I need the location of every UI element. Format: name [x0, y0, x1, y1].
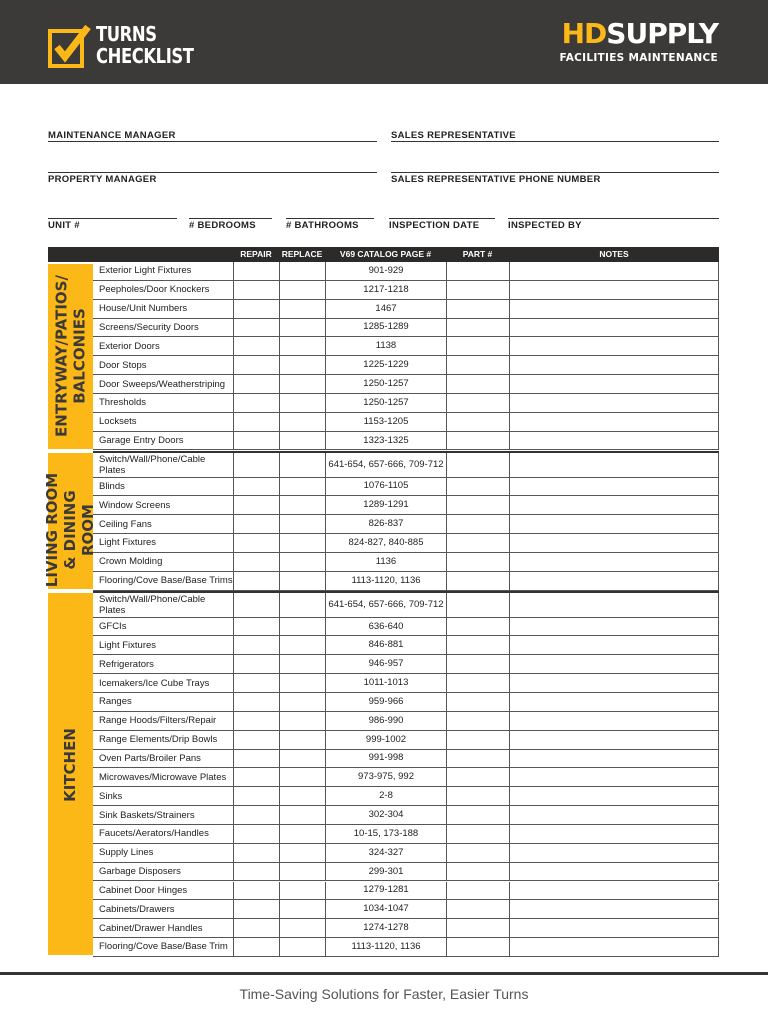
table-header	[48, 247, 719, 262]
notes-field[interactable]	[509, 478, 719, 496]
part-number-field[interactable]	[446, 938, 509, 956]
table-row	[93, 806, 719, 825]
notes-field[interactable]	[509, 262, 719, 280]
replace-checkbox[interactable]	[279, 938, 325, 956]
notes-field[interactable]	[509, 825, 719, 843]
footer-tagline: Time-Saving Solutions for Faster, Easier Turns	[239, 986, 529, 1002]
repair-checkbox[interactable]	[233, 453, 279, 477]
catalog-page: 1289-1291	[325, 496, 446, 514]
item-name: Exterior Light Fixtures	[99, 265, 192, 277]
part-number-field[interactable]	[446, 534, 509, 552]
replace-checkbox[interactable]	[279, 515, 325, 533]
sales-rep-phone-label: SALES REPRESENTATIVE PHONE NUMBER	[391, 174, 601, 185]
replace-checkbox[interactable]	[279, 825, 325, 843]
property-manager-field[interactable]	[48, 172, 377, 185]
table-row	[93, 375, 719, 394]
table-row	[93, 515, 719, 534]
part-number-field[interactable]	[446, 618, 509, 636]
catalog-page: 824-827, 840-885	[325, 534, 446, 552]
catalog-page: 324-327	[325, 844, 446, 862]
table-row	[93, 413, 719, 432]
replace-checkbox[interactable]	[279, 593, 325, 617]
notes-field[interactable]	[509, 768, 719, 786]
repair-checkbox[interactable]	[233, 515, 279, 533]
table-row	[93, 750, 719, 769]
catalog-page: 1279-1281	[325, 882, 446, 900]
catalog-page: 299-301	[325, 863, 446, 881]
notes-field[interactable]	[509, 300, 719, 318]
replace-checkbox[interactable]	[279, 674, 325, 692]
notes-field[interactable]	[509, 787, 719, 805]
catalog-page: 1138	[325, 337, 446, 355]
notes-field[interactable]	[509, 919, 719, 937]
replace-checkbox[interactable]	[279, 375, 325, 393]
brand-supply: SUPPLY	[606, 17, 718, 50]
replace-checkbox[interactable]	[279, 618, 325, 636]
catalog-page: 1113-1120, 1136	[325, 938, 446, 956]
item-name: Blinds	[99, 480, 125, 492]
item-name: Faucets/Aerators/Handles	[99, 828, 209, 840]
property-manager-label: PROPERTY MANAGER	[48, 174, 157, 185]
notes-field[interactable]	[509, 432, 719, 450]
replace-checkbox[interactable]	[279, 356, 325, 374]
item-name: Peepholes/Door Knockers	[99, 284, 210, 296]
table-row	[93, 394, 719, 413]
catalog-page: 1323-1325	[325, 432, 446, 450]
repair-checkbox[interactable]	[233, 572, 279, 590]
repair-checkbox[interactable]	[233, 806, 279, 824]
notes-field[interactable]	[509, 900, 719, 918]
table-row	[93, 844, 719, 863]
bedrooms-label: # BEDROOMS	[189, 220, 256, 231]
repair-checkbox[interactable]	[233, 768, 279, 786]
repair-checkbox[interactable]	[233, 375, 279, 393]
catalog-page: 826-837	[325, 515, 446, 533]
item-name: Cabinets/Drawers	[99, 903, 175, 915]
item-name: Supply Lines	[99, 847, 154, 859]
repair-checkbox[interactable]	[233, 413, 279, 431]
table-row	[93, 768, 719, 787]
replace-checkbox[interactable]	[279, 655, 325, 673]
table-row	[93, 534, 719, 553]
replace-checkbox[interactable]	[279, 281, 325, 299]
table-row	[93, 693, 719, 712]
item-name: Sinks	[99, 790, 123, 802]
item-name: Refrigerators	[99, 658, 154, 670]
repair-checkbox[interactable]	[233, 919, 279, 937]
item-name: Range Hoods/Filters/Repair	[99, 715, 217, 727]
part-number-field[interactable]	[446, 787, 509, 805]
replace-checkbox[interactable]	[279, 731, 325, 749]
repair-checkbox[interactable]	[233, 300, 279, 318]
item-name: Door Stops	[99, 359, 147, 371]
table-row	[93, 572, 719, 591]
catalog-page: 1285-1289	[325, 319, 446, 337]
table-row	[93, 655, 719, 674]
item-name: Crown Molding	[99, 556, 163, 568]
table-row	[93, 636, 719, 655]
part-number-field[interactable]	[446, 712, 509, 730]
item-name: Flooring/Cove Base/Base Trims	[99, 575, 233, 587]
catalog-page: 1250-1257	[325, 394, 446, 412]
part-number-field[interactable]	[446, 553, 509, 571]
section-label: KITCHEN	[61, 727, 80, 802]
replace-checkbox[interactable]	[279, 496, 325, 514]
inspected-by-field[interactable]	[508, 218, 719, 231]
catalog-page: 1113-1120, 1136	[325, 572, 446, 590]
table-row	[93, 731, 719, 750]
page-title	[96, 23, 194, 67]
part-number-field[interactable]	[446, 496, 509, 514]
catalog-page: 986-990	[325, 712, 446, 730]
repair-checkbox[interactable]	[233, 882, 279, 900]
replace-checkbox[interactable]	[279, 693, 325, 711]
bathrooms-field[interactable]	[286, 218, 374, 231]
part-number-field[interactable]	[446, 900, 509, 918]
part-number-field[interactable]	[446, 806, 509, 824]
notes-field[interactable]	[509, 618, 719, 636]
notes-field[interactable]	[509, 693, 719, 711]
repair-checkbox[interactable]	[233, 825, 279, 843]
item-name: Sink Baskets/Strainers	[99, 809, 195, 821]
item-name: Switch/Wall/Phone/Cable Plates	[99, 453, 206, 476]
repair-checkbox[interactable]	[233, 394, 279, 412]
part-number-field[interactable]	[446, 394, 509, 412]
table-row	[93, 496, 719, 515]
item-name: Microwaves/Microwave Plates	[99, 771, 227, 783]
catalog-page: 946-957	[325, 655, 446, 673]
notes-field[interactable]	[509, 712, 719, 730]
replace-checkbox[interactable]	[279, 300, 325, 318]
item-name: Oven Parts/Broiler Pans	[99, 752, 201, 764]
part-number-field[interactable]	[446, 356, 509, 374]
part-number-field[interactable]	[446, 593, 509, 617]
repair-checkbox[interactable]	[233, 319, 279, 337]
part-number-field[interactable]	[446, 262, 509, 280]
part-number-field[interactable]	[446, 413, 509, 431]
replace-checkbox[interactable]	[279, 636, 325, 654]
part-number-field[interactable]	[446, 432, 509, 450]
table-row	[93, 591, 719, 618]
catalog-page: 1136	[325, 553, 446, 571]
brand-name	[559, 18, 718, 50]
table-row	[93, 712, 719, 731]
item-name: Ceiling Fans	[99, 518, 152, 530]
item-name: Garbage Disposers	[99, 866, 181, 878]
section-band	[48, 264, 93, 449]
part-number-field[interactable]	[446, 515, 509, 533]
replace-checkbox[interactable]	[279, 572, 325, 590]
table-row	[93, 938, 719, 957]
catalog-page: 1034-1047	[325, 900, 446, 918]
repair-checkbox[interactable]	[233, 712, 279, 730]
replace-checkbox[interactable]	[279, 750, 325, 768]
notes-field[interactable]	[509, 281, 719, 299]
notes-field[interactable]	[509, 453, 719, 477]
table-row	[93, 674, 719, 693]
table-row	[93, 919, 719, 938]
notes-field[interactable]	[509, 731, 719, 749]
unit-label: UNIT #	[48, 220, 80, 231]
header-bar	[0, 0, 768, 84]
replace-checkbox[interactable]	[279, 319, 325, 337]
catalog-page: 999-1002	[325, 731, 446, 749]
part-number-field[interactable]	[446, 319, 509, 337]
notes-field[interactable]	[509, 534, 719, 552]
notes-field[interactable]	[509, 863, 719, 881]
notes-field[interactable]	[509, 356, 719, 374]
bedrooms-field[interactable]	[189, 218, 272, 231]
item-name: Flooring/Cove Base/Base Trim	[99, 941, 228, 953]
sales-representative-label: SALES REPRESENTATIVE	[391, 130, 516, 141]
part-number-field[interactable]	[446, 768, 509, 786]
repair-checkbox[interactable]	[233, 496, 279, 514]
replace-checkbox[interactable]	[279, 413, 325, 431]
item-name: Icemakers/Ice Cube Trays	[99, 677, 210, 689]
notes-field[interactable]	[509, 636, 719, 654]
header-part: PART #	[462, 249, 493, 259]
table-row	[93, 787, 719, 806]
notes-field[interactable]	[509, 496, 719, 514]
header-repair: REPAIR	[240, 249, 272, 259]
inspected-by-label: INSPECTED BY	[508, 220, 582, 231]
header-replace: REPLACE	[281, 249, 323, 259]
replace-checkbox[interactable]	[279, 844, 325, 862]
part-number-field[interactable]	[446, 300, 509, 318]
replace-checkbox[interactable]	[279, 394, 325, 412]
catalog-page: 302-304	[325, 806, 446, 824]
table-row	[93, 319, 719, 338]
section-band	[48, 593, 93, 955]
catalog-page: 10-15, 173-188	[325, 825, 446, 843]
repair-checkbox[interactable]	[233, 478, 279, 496]
item-name: Ranges	[99, 696, 132, 708]
catalog-page: 2-8	[325, 787, 446, 805]
notes-field[interactable]	[509, 572, 719, 590]
repair-checkbox[interactable]	[233, 900, 279, 918]
unit-field[interactable]	[48, 218, 177, 231]
catalog-page: 1153-1205	[325, 413, 446, 431]
notes-field[interactable]	[509, 515, 719, 533]
repair-checkbox[interactable]	[233, 337, 279, 355]
part-number-field[interactable]	[446, 453, 509, 477]
notes-field[interactable]	[509, 844, 719, 862]
item-name: Door Sweeps/Weatherstriping	[99, 378, 226, 390]
item-name: Light Fixtures	[99, 639, 157, 651]
repair-checkbox[interactable]	[233, 356, 279, 374]
table-row	[93, 618, 719, 637]
repair-checkbox[interactable]	[233, 674, 279, 692]
catalog-page: 901-929	[325, 262, 446, 280]
footer-divider	[0, 972, 768, 975]
replace-checkbox[interactable]	[279, 882, 325, 900]
replace-checkbox[interactable]	[279, 768, 325, 786]
catalog-page: 1011-1013	[325, 674, 446, 692]
part-number-field[interactable]	[446, 919, 509, 937]
part-number-field[interactable]	[446, 674, 509, 692]
repair-checkbox[interactable]	[233, 844, 279, 862]
section-band	[43, 453, 98, 589]
inspection-date-label: INSPECTION DATE	[389, 220, 480, 231]
header-catalog-page: V69 CATALOG PAGE #	[339, 249, 432, 259]
repair-checkbox[interactable]	[233, 262, 279, 280]
notes-field[interactable]	[509, 413, 719, 431]
replace-checkbox[interactable]	[279, 712, 325, 730]
notes-field[interactable]	[509, 806, 719, 824]
item-name: Locksets	[99, 416, 137, 428]
replace-checkbox[interactable]	[279, 534, 325, 552]
part-number-field[interactable]	[446, 882, 509, 900]
table-row	[93, 337, 719, 356]
catalog-page: 1217-1218	[325, 281, 446, 299]
notes-field[interactable]	[509, 674, 719, 692]
notes-field[interactable]	[509, 553, 719, 571]
replace-checkbox[interactable]	[279, 432, 325, 450]
item-name: Garage Entry Doors	[99, 435, 184, 447]
part-number-field[interactable]	[446, 636, 509, 654]
notes-field[interactable]	[509, 319, 719, 337]
inspection-date-field[interactable]	[389, 218, 495, 231]
notes-field[interactable]	[509, 394, 719, 412]
catalog-page: 959-966	[325, 693, 446, 711]
item-name: Exterior Doors	[99, 340, 160, 352]
notes-field[interactable]	[509, 938, 719, 956]
catalog-page: 641-654, 657-666, 709-712	[325, 593, 446, 617]
notes-field[interactable]	[509, 655, 719, 673]
repair-checkbox[interactable]	[233, 863, 279, 881]
title-line-2: CHECKLIST	[96, 44, 194, 68]
brand-subtitle: FACILITIES MAINTENANCE	[559, 52, 718, 64]
table-row	[93, 882, 719, 901]
item-name: Window Screens	[99, 499, 171, 511]
notes-field[interactable]	[509, 337, 719, 355]
sales-rep-phone-field[interactable]	[391, 172, 719, 185]
repair-checkbox[interactable]	[233, 618, 279, 636]
item-name: Range Elements/Drip Bowls	[99, 734, 218, 746]
repair-checkbox[interactable]	[233, 787, 279, 805]
notes-field[interactable]	[509, 593, 719, 617]
replace-checkbox[interactable]	[279, 553, 325, 571]
repair-checkbox[interactable]	[233, 750, 279, 768]
part-number-field[interactable]	[446, 572, 509, 590]
table-row	[93, 900, 719, 919]
item-name: Cabinet Door Hinges	[99, 884, 188, 896]
part-number-field[interactable]	[446, 281, 509, 299]
table-row	[93, 863, 719, 882]
table-row	[93, 825, 719, 844]
replace-checkbox[interactable]	[279, 453, 325, 477]
repair-checkbox[interactable]	[233, 636, 279, 654]
notes-field[interactable]	[509, 375, 719, 393]
repair-checkbox[interactable]	[233, 731, 279, 749]
catalog-page: 641-654, 657-666, 709-712	[325, 453, 446, 477]
table-row	[93, 432, 719, 451]
repair-checkbox[interactable]	[233, 593, 279, 617]
table-row	[93, 478, 719, 497]
part-number-field[interactable]	[446, 731, 509, 749]
checkbox-check-icon	[48, 23, 92, 68]
table-row	[93, 262, 719, 281]
catalog-page: 1076-1105	[325, 478, 446, 496]
item-name: House/Unit Numbers	[99, 303, 188, 315]
repair-checkbox[interactable]	[233, 281, 279, 299]
replace-checkbox[interactable]	[279, 262, 325, 280]
item-name: Screens/Security Doors	[99, 321, 199, 333]
maintenance-manager-field[interactable]	[48, 130, 377, 142]
part-number-field[interactable]	[446, 337, 509, 355]
part-number-field[interactable]	[446, 693, 509, 711]
catalog-page: 973-975, 992	[325, 768, 446, 786]
part-number-field[interactable]	[446, 863, 509, 881]
item-name: Thresholds	[99, 397, 146, 409]
replace-checkbox[interactable]	[279, 919, 325, 937]
replace-checkbox[interactable]	[279, 900, 325, 918]
table-row	[93, 356, 719, 375]
bathrooms-label: # BATHROOMS	[286, 220, 359, 231]
section-label: ENTRYWAY/PATIOS/ BALCONIES	[52, 275, 89, 438]
part-number-field[interactable]	[446, 844, 509, 862]
title-line-1: TURNS	[96, 22, 157, 46]
part-number-field[interactable]	[446, 825, 509, 843]
replace-checkbox[interactable]	[279, 478, 325, 496]
catalog-page: 636-640	[325, 618, 446, 636]
catalog-page: 1467	[325, 300, 446, 318]
repair-checkbox[interactable]	[233, 432, 279, 450]
table-row	[93, 553, 719, 572]
table-row	[93, 451, 719, 478]
repair-checkbox[interactable]	[233, 655, 279, 673]
repair-checkbox[interactable]	[233, 693, 279, 711]
part-number-field[interactable]	[446, 750, 509, 768]
table-row	[93, 300, 719, 319]
brand-hd: HD	[561, 17, 607, 50]
replace-checkbox[interactable]	[279, 337, 325, 355]
catalog-page: 991-998	[325, 750, 446, 768]
replace-checkbox[interactable]	[279, 787, 325, 805]
section-label: LIVING ROOM & DINING ROOM	[43, 472, 98, 587]
item-name: GFCIs	[99, 621, 127, 633]
part-number-field[interactable]	[446, 375, 509, 393]
replace-checkbox[interactable]	[279, 863, 325, 881]
table-row	[93, 281, 719, 300]
repair-checkbox[interactable]	[233, 553, 279, 571]
item-name: Cabinet/Drawer Handles	[99, 922, 203, 934]
sales-representative-field[interactable]	[391, 130, 719, 142]
catalog-page: 846-881	[325, 636, 446, 654]
notes-field[interactable]	[509, 750, 719, 768]
part-number-field[interactable]	[446, 655, 509, 673]
repair-checkbox[interactable]	[233, 534, 279, 552]
part-number-field[interactable]	[446, 478, 509, 496]
catalog-page: 1274-1278	[325, 919, 446, 937]
header-notes: NOTES	[599, 249, 629, 259]
brand-logo	[559, 18, 718, 64]
maintenance-manager-label: MAINTENANCE MANAGER	[48, 130, 176, 141]
catalog-page: 1225-1229	[325, 356, 446, 374]
item-name: Switch/Wall/Phone/Cable Plates	[99, 593, 206, 616]
replace-checkbox[interactable]	[279, 806, 325, 824]
repair-checkbox[interactable]	[233, 938, 279, 956]
notes-field[interactable]	[509, 882, 719, 900]
catalog-page: 1250-1257	[325, 375, 446, 393]
item-name: Light Fixtures	[99, 537, 157, 549]
